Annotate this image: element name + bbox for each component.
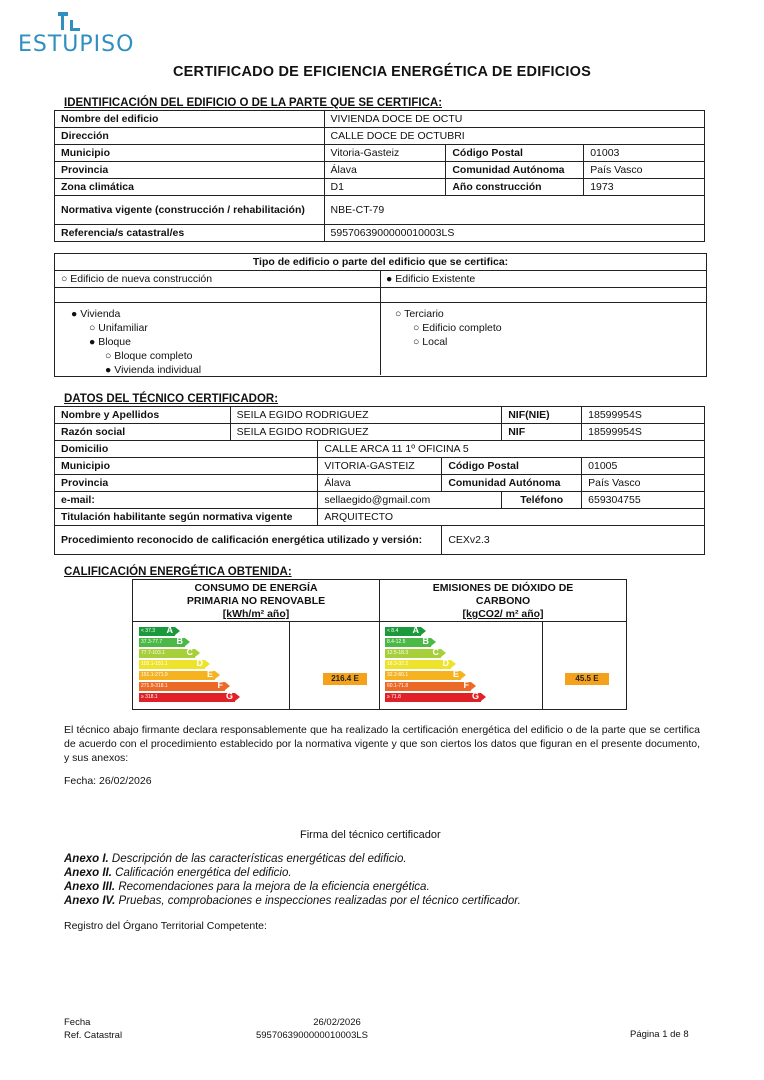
emisiones-range-d: 18.3-32.2 xyxy=(387,661,409,667)
consumo-letter-b: B xyxy=(176,636,183,646)
consumo-bar-e xyxy=(139,671,215,680)
direccion-label: Dirección xyxy=(55,128,325,145)
footer-ref-label: Ref. Catastral xyxy=(64,1030,123,1041)
tecnico-nombre-label: Nombre y Apellidos xyxy=(55,407,231,424)
consumo-heading: CONSUMO DE ENERGÍA PRIMARIA NO RENOVABLE [kWh/m² año] xyxy=(186,582,326,620)
emisiones-letter-a: A xyxy=(412,625,419,635)
footer-fecha-label: Fecha xyxy=(64,1017,91,1028)
emisiones-arrow-e xyxy=(461,671,466,679)
emisiones-bar-b xyxy=(385,638,431,647)
unifamiliar-radio[interactable]: ○ Unifamiliar xyxy=(89,322,148,334)
tecnico-heading: DATOS DEL TÉCNICO CERTIFICADOR: xyxy=(64,393,279,405)
procedimiento-value: CEXv2.3 xyxy=(442,526,705,555)
normativa-value: NBE-CT-79 xyxy=(324,196,704,225)
emisiones-heading: EMISIONES DE DIÓXIDO DE CARBONO [kgCO2/ m² año] xyxy=(432,582,574,620)
cp-label: Código Postal xyxy=(446,145,584,162)
emisiones-range-g: ≥ 71.8 xyxy=(387,694,401,700)
emisiones-range-b: 8.4-12.5 xyxy=(387,639,406,645)
emisiones-bar-e xyxy=(385,671,461,680)
email-label: e-mail: xyxy=(55,492,318,509)
terciario-radio[interactable]: ○ Terciario xyxy=(395,308,444,320)
emisiones-letter-g: G xyxy=(471,691,479,701)
anexo-item: Anexo II. Calificación energética del edificio. xyxy=(64,867,292,879)
nif-nie-value: 18599954S xyxy=(582,407,705,424)
emisiones-bar-c xyxy=(385,649,441,658)
edificio-existente-radio[interactable]: ● Edificio Existente xyxy=(386,273,476,285)
consumo-range-a: < 37.3 xyxy=(141,628,156,634)
procedimiento-label: Procedimiento reconocido de calificación energética utilizado y versión: xyxy=(55,526,442,555)
emisiones-letter-e: E xyxy=(452,669,459,679)
consumo-scale xyxy=(139,627,289,707)
tecnico-ca-label: Comunidad Autónoma xyxy=(442,475,582,492)
consumo-arrow-e xyxy=(215,671,220,679)
tecnico-municipio-label: Municipio xyxy=(55,458,318,475)
consumo-letter-a: A xyxy=(166,625,173,635)
anexo-item: Anexo III. Recomendaciones para la mejora de la eficiencia energética. xyxy=(64,881,430,893)
consumo-range-d: 103.1-151.1 xyxy=(141,661,168,667)
consumo-letter-e: E xyxy=(206,669,213,679)
document-title: CERTIFICADO DE EFICIENCIA ENERGÉTICA DE EDIFICIOS xyxy=(173,64,591,80)
calificacion-box xyxy=(132,579,627,710)
emisiones-bar-d xyxy=(385,660,451,669)
house-logo-icon xyxy=(56,10,82,32)
consumo-bar-d xyxy=(139,660,205,669)
consumo-range-c: 77.7-103.1 xyxy=(141,650,165,656)
fecha-text: Fecha: 26/02/2026 xyxy=(64,775,152,787)
consumo-letter-c: C xyxy=(186,647,193,657)
emisiones-arrow-b xyxy=(431,638,436,646)
emisiones-letter-b: B xyxy=(422,636,429,646)
emisiones-bar-a xyxy=(385,627,421,636)
zona-label: Zona climática xyxy=(55,179,325,196)
emisiones-arrow-f xyxy=(471,682,476,690)
consumo-bar-b xyxy=(139,638,185,647)
tecnico-cp-label: Código Postal xyxy=(442,458,582,475)
declaracion-text: El técnico abajo firmante declara responsablemente que ha realizado la certificación energética del edificio o de la parte que se certifica de acuerdo con el procedimiento establecido por la normativa vigente y que son ciertos los datos que figuran en el presente documento, y sus anexos: xyxy=(64,724,700,764)
emisiones-scale xyxy=(385,627,535,707)
emisiones-arrow-g xyxy=(481,693,486,701)
bloque-radio[interactable]: ● Bloque xyxy=(89,336,131,348)
logo-text: ESTUPISO xyxy=(18,32,135,57)
domicilio-value: CALLE ARCA 11 1º OFICINA 5 xyxy=(318,441,705,458)
consumo-bar-f xyxy=(139,682,225,691)
tecnico-provincia-label: Provincia xyxy=(55,475,318,492)
vivienda-radio[interactable]: ● Vivienda xyxy=(71,308,121,320)
consumo-range-b: 37.3-77.7 xyxy=(141,639,163,645)
consumo-range-e: 151.1-271.9 xyxy=(141,672,168,678)
identificacion-heading: IDENTIFICACIÓN DEL EDIFICIO O DE LA PARTE QUE SE CERTIFICA: xyxy=(64,97,443,109)
nombre-edificio-value: VIVIENDA DOCE DE OCTU xyxy=(324,111,704,128)
consumo-bar-a xyxy=(139,627,175,636)
tecnico-provincia-value: Álava xyxy=(318,475,442,492)
identificacion-table xyxy=(54,110,705,242)
direccion-value: CALLE DOCE DE OCTUBRI xyxy=(324,128,704,145)
emisiones-range-f: 60.1-71.8 xyxy=(387,683,409,689)
emisiones-arrow-a xyxy=(421,627,426,635)
ca-label: Comunidad Autónoma xyxy=(446,162,584,179)
tipo-edificio-heading: Tipo de edificio o parte del edificio que se certifica: xyxy=(55,254,706,271)
vivienda-individual-radio[interactable]: ● Vivienda individual xyxy=(105,364,202,376)
emisiones-range-e: 32.2-60.1 xyxy=(387,672,409,678)
footer-center xyxy=(242,1016,382,1042)
anio-value: 1973 xyxy=(584,179,705,196)
cp-value: 01003 xyxy=(584,145,705,162)
titulacion-label: Titulación habilitante según normativa vigente xyxy=(55,509,318,526)
consumo-letter-d: D xyxy=(196,658,203,668)
consumo-range-f: 271.9-318.1 xyxy=(141,683,168,689)
municipio-label: Municipio xyxy=(55,145,325,162)
anexo-item: Anexo IV. Pruebas, comprobaciones e inspecciones realizadas por el técnico certificador. xyxy=(64,895,521,907)
telefono-value: 659304755 xyxy=(582,492,705,509)
consumo-arrow-d xyxy=(205,660,210,668)
nombre-edificio-label: Nombre del edificio xyxy=(55,111,325,128)
consumo-arrow-b xyxy=(185,638,190,646)
consumo-range-g: ≥ 318.1 xyxy=(141,694,158,700)
footer-fecha-value: 26/02/2026 xyxy=(313,1017,361,1028)
consumo-arrow-c xyxy=(195,649,200,657)
ref-catastral-label: Referencia/s catastral/es xyxy=(55,225,325,242)
footer-ref-value: 5957063900000010003LS xyxy=(255,1030,368,1041)
titulacion-value: ARQUITECTO xyxy=(318,509,705,526)
anexo-item: Anexo I. Descripción de las características energéticas del edificio. xyxy=(64,853,407,865)
calificacion-heading: CALIFICACIÓN ENERGÉTICA OBTENIDA: xyxy=(64,566,292,578)
bloque-completo-radio[interactable]: ○ Bloque completo xyxy=(105,350,193,362)
tecnico-nombre-value: SEILA EGIDO RODRIGUEZ xyxy=(230,407,502,424)
anexos-list xyxy=(64,852,521,908)
emisiones-range-a: < 8.4 xyxy=(387,628,399,634)
emisiones-bar-g xyxy=(385,693,481,702)
tipo-edificio-box xyxy=(54,253,707,377)
municipio-value: Vitoria-Gasteiz xyxy=(324,145,446,162)
consumo-bar-g xyxy=(139,693,235,702)
nif-nie-label: NIF(NIE) xyxy=(502,407,582,424)
tecnico-cp-value: 01005 xyxy=(582,458,705,475)
emisiones-letter-f: F xyxy=(463,680,469,690)
registro-label: Registro del Órgano Territorial Competente: xyxy=(64,920,267,932)
emisiones-letter-c: C xyxy=(432,647,439,657)
consumo-arrow-a xyxy=(175,627,180,635)
page-number: Página 1 de 8 xyxy=(630,1029,689,1040)
razon-social-label: Razón social xyxy=(55,424,231,441)
domicilio-label: Domicilio xyxy=(55,441,318,458)
emisiones-letter-d: D xyxy=(442,658,449,668)
email-value: sellaegido@gmail.com xyxy=(318,492,502,509)
nif-value: 18599954S xyxy=(582,424,705,441)
emisiones-range-c: 12.5-18.3 xyxy=(387,650,409,656)
estupiso-logo xyxy=(18,10,135,60)
tecnico-table xyxy=(54,406,705,555)
tecnico-municipio-value: VITORIA-GASTEIZ xyxy=(318,458,442,475)
nueva-construccion-radio[interactable]: ○ Edificio de nueva construcción xyxy=(61,273,213,285)
consumo-arrow-g xyxy=(235,693,240,701)
telefono-label: Teléfono xyxy=(502,492,582,509)
anio-label: Año construcción xyxy=(446,179,584,196)
nif-label: NIF xyxy=(502,424,582,441)
razon-social-value: SEILA EGIDO RODRIGUEZ xyxy=(230,424,502,441)
tecnico-ca-value: País Vasco xyxy=(582,475,705,492)
consumo-arrow-f xyxy=(225,682,230,690)
zona-value: D1 xyxy=(324,179,446,196)
edificio-completo-radio[interactable]: ○ Edificio completo xyxy=(413,322,502,334)
consumo-indicator: 216.4 E xyxy=(323,673,367,685)
firma-label: Firma del técnico certificador xyxy=(300,829,441,841)
consumo-letter-f: F xyxy=(217,680,223,690)
consumo-bar-c xyxy=(139,649,195,658)
footer-left xyxy=(64,1016,122,1042)
normativa-label: Normativa vigente (construcción / rehabilitación) xyxy=(55,196,325,225)
emisiones-arrow-c xyxy=(441,649,446,657)
ref-catastral-value: 5957063900000010003LS xyxy=(324,225,704,242)
ca-value: País Vasco xyxy=(584,162,705,179)
emisiones-bar-f xyxy=(385,682,471,691)
provincia-value: Álava xyxy=(324,162,446,179)
consumo-letter-g: G xyxy=(225,691,233,701)
local-radio[interactable]: ○ Local xyxy=(413,336,448,348)
emisiones-indicator: 45.5 E xyxy=(565,673,609,685)
emisiones-arrow-d xyxy=(451,660,456,668)
provincia-label: Provincia xyxy=(55,162,325,179)
